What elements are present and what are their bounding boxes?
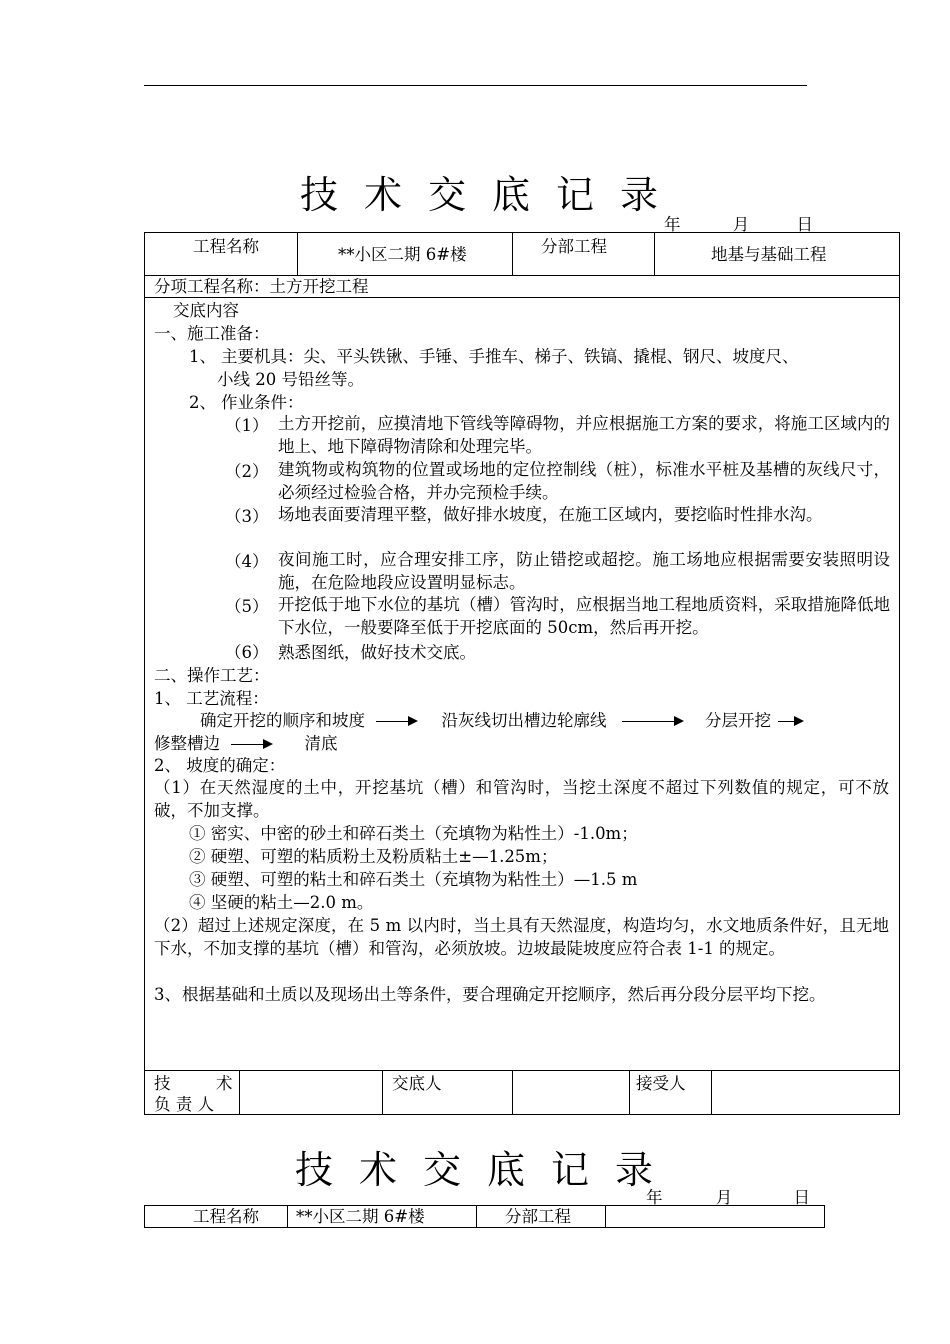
project-name-value: **小区二期 6#楼 — [296, 1207, 425, 1226]
process-flow — [200, 710, 804, 732]
month-label: 月 — [732, 215, 750, 234]
equipment-line-cont: 小线 20 号铅丝等。 — [217, 370, 364, 389]
disclosure-table — [144, 232, 900, 1115]
flow-arrow-icon — [622, 721, 684, 723]
condition-number: （3） — [225, 507, 269, 526]
divider — [629, 1070, 630, 1115]
condition-number: （1） — [225, 416, 269, 435]
day-label: 日 — [796, 215, 813, 234]
item-number: 2、 — [189, 393, 216, 412]
subitem-name: 分项工程名称：土方开挖工程 — [154, 277, 369, 296]
condition-number: （2） — [225, 462, 269, 481]
divider — [605, 1206, 606, 1227]
divider — [382, 1070, 383, 1115]
condition-5: 开挖低于地下水位的基坑（槽）管沟时，应根据当地工程地质资料，采取措施降低地下水位，一般要降至低于开挖底面的 50cm，然后再开挖。 — [278, 595, 890, 637]
second-info-table — [144, 1205, 825, 1228]
condition-3: 场地表面要清理平整，做好排水坡度，在施工区域内，要挖临时性排水沟。 — [278, 505, 823, 524]
division-value: 地基与基础工程 — [711, 245, 827, 264]
discloser-label: 交底人 — [392, 1074, 442, 1093]
receiver-label: 接受人 — [636, 1074, 686, 1093]
year-label: 年 — [664, 215, 681, 234]
flow-arrow-icon — [231, 744, 273, 746]
excavation-order: 根据基础和土质以及现场出土等条件，要合理确定开挖顺序，然后再分段分层平均下挖。 — [182, 985, 826, 1004]
flow-step-4: 修整槽边 — [154, 734, 220, 753]
conditions-heading: 作业条件： — [221, 393, 304, 412]
section-2-heading: 二、操作工艺： — [154, 666, 270, 685]
divider — [287, 1206, 288, 1227]
slope-rule-1: ① 密实、中密的砂土和碎石类土（充填物为粘性土）-1.0m； — [189, 824, 638, 843]
condition-1: 土方开挖前，应摸清地下管线等障碍物，并应根据施工方案的要求，将施工区域内的地上、地下障碍物清除和处理完毕。 — [278, 414, 890, 456]
condition-2: 建筑物或构筑物的位置或场地的定位控制线（桩），标准水平桩及基槽的灰线尺寸，必须经过检验合格，并办完预检手续。 — [278, 460, 890, 502]
project-name-label: 工程名称 — [193, 1207, 259, 1226]
flow-arrow-icon — [376, 721, 418, 723]
tech-leader-label-a: 技 — [154, 1074, 171, 1093]
content-heading: 交底内容 — [173, 301, 239, 320]
section-1-heading: 一、施工准备： — [154, 324, 270, 343]
divider — [711, 1070, 712, 1115]
process-flow-heading: 1、 工艺流程： — [154, 689, 269, 708]
condition-4: 夜间施工时，应合理安排工序，防止错挖或超挖。施工场地应根据需要安装照明设施，在危险地段应设置明显标志。 — [278, 550, 890, 592]
tech-leader-label-c: 负 责 人 — [154, 1095, 214, 1114]
project-name-value: **小区二期 6#楼 — [338, 245, 467, 264]
slope-paragraph-2: （2）超过上述规定深度，在 5 m 以内时，当土具有天然湿度，构造均匀，水文地质条件好，且无地下水，不加支撑的基坑（槽）和管沟，必须放坡。边坡最陡坡度应符合表 1-1 的规定。 — [154, 916, 889, 958]
slope-paragraph-1: （1）在天然湿度的土中，开挖基坑（槽）和管沟时，当挖土深度不超过下列数值的规定，可不放破，不加支撑。 — [154, 778, 889, 820]
second-page-title: 技术交底记录 — [295, 1148, 680, 1192]
item-number: 1、 — [189, 347, 216, 366]
page-title: 技术交底记录 — [300, 173, 685, 217]
equipment-line: 主要机具：尖、平头铁锹、手锤、手推车、梯子、铁镐、撬棍、钢尺、坡度尺、 — [221, 347, 799, 366]
divider — [239, 1070, 240, 1115]
divider — [476, 1206, 477, 1227]
tech-leader-label-b: 术 — [216, 1074, 233, 1093]
divider — [297, 233, 298, 275]
day-label: 日 — [793, 1188, 810, 1207]
slope-rule-3: ③ 硬塑、可塑的粘土和碎石类土（充填物为粘性土）—1.5 m — [189, 870, 638, 889]
condition-number: （5） — [225, 597, 269, 616]
condition-6: 熟悉图纸，做好技术交底。 — [278, 643, 476, 662]
slope-heading: 2、 坡度的确定： — [154, 756, 286, 775]
condition-number: （6） — [225, 643, 269, 662]
project-name-label: 工程名称 — [193, 237, 259, 256]
division-label: 分部工程 — [505, 1207, 571, 1226]
divider — [512, 233, 513, 275]
flow-arrow-icon — [778, 721, 804, 723]
flow-step-1: 确定开挖的顺序和坡度 — [200, 711, 365, 730]
slope-rule-4: ④ 坚硬的粘土—2.0 m。 — [189, 893, 374, 912]
flow-step-2: 沿灰线切出槽边轮廓线 — [441, 711, 607, 730]
divider — [145, 1070, 899, 1071]
divider — [512, 1070, 513, 1115]
flow-step-3: 分层开挖 — [705, 711, 771, 730]
item-number: 3、 — [154, 985, 181, 1004]
divider — [654, 233, 655, 275]
condition-number: （4） — [225, 552, 269, 571]
year-label: 年 — [646, 1188, 663, 1207]
month-label: 月 — [715, 1188, 733, 1207]
slope-rule-2: ② 硬塑、可塑的粘质粉土及粉质粘土±—1.25m； — [189, 847, 558, 866]
division-label: 分部工程 — [541, 237, 607, 256]
flow-step-5: 清底 — [304, 734, 338, 753]
process-flow-cont — [154, 733, 338, 755]
top-rule — [144, 85, 807, 86]
